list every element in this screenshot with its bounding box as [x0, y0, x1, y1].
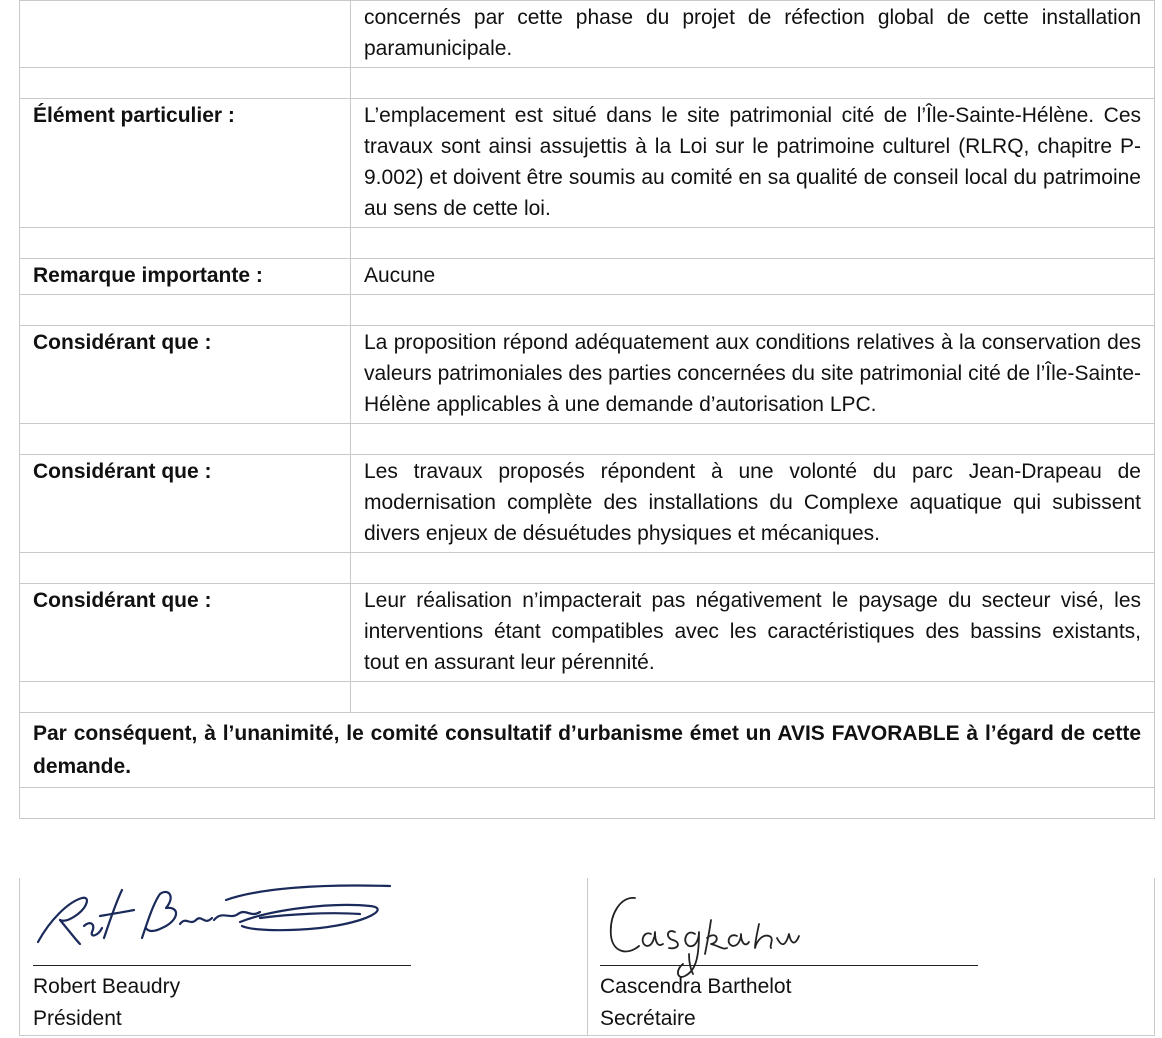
signatory-name: Robert Beaudry — [33, 975, 181, 998]
considerant-label: Considérant que : — [20, 584, 351, 682]
conclusion-row — [20, 713, 1155, 788]
spacer-row — [20, 68, 1155, 99]
table-row — [20, 455, 1155, 553]
remarque-text: Aucune — [351, 259, 1155, 295]
considerant-label: Considérant que : — [20, 455, 351, 553]
intro-text: concernés par cette phase du projet de réfection global de cette installation paramunicipale. — [351, 1, 1155, 68]
element-label: Élément particulier : — [20, 99, 351, 228]
remarque-label: Remarque importante : — [20, 259, 351, 295]
signature-cascendra-barthelot-icon — [599, 884, 819, 984]
signatory-name: Cascendra Barthelot — [600, 975, 792, 998]
table-row — [20, 326, 1155, 424]
signature-block-secretary — [587, 878, 1156, 1036]
signature-line — [33, 965, 411, 966]
spacer-row — [20, 424, 1155, 455]
signature-block-president — [20, 878, 588, 1036]
table-row — [20, 1, 1155, 68]
spacer-row — [20, 295, 1155, 326]
signatory-role: Secrétaire — [600, 1007, 696, 1030]
decision-table — [19, 0, 1155, 819]
signature-line — [600, 965, 978, 966]
signatory-role: Président — [33, 1007, 122, 1030]
table-row — [20, 259, 1155, 295]
conclusion-text: Par conséquent, à l’unanimité, le comité consultatif d’urbanisme émet un AVIS FAVORABLE à l’égard de cette demande. — [20, 713, 1155, 788]
signature-robert-beaudry-icon — [30, 880, 410, 960]
spacer-row — [20, 553, 1155, 584]
document-page — [19, 0, 1155, 1038]
considerant-text: Les travaux proposés répondent à une volonté du parc Jean-Drapeau de modernisation complète des installations du Complexe aquatique qui subissent divers enjeux de désuétudes physiques et mécaniques. — [351, 455, 1155, 553]
signature-area — [19, 878, 1155, 1036]
empty-label-cell — [20, 1, 351, 68]
considerant-text: Leur réalisation n’impacterait pas négativement le paysage du secteur visé, les interventions étant compatibles avec les caractéristiques des bassins existants, tout en assurant leur pérennité. — [351, 584, 1155, 682]
considerant-text: La proposition répond adéquatement aux conditions relatives à la conservation des valeurs patrimoniales des parties concernées du site patrimonial cité de l’Île-Sainte-Hélène applicables à une demande d’autorisation LPC. — [351, 326, 1155, 424]
considerant-label: Considérant que : — [20, 326, 351, 424]
element-text: L’emplacement est situé dans le site patrimonial cité de l’Île-Sainte-Hélène. Ces travaux sont ainsi assujettis à la Loi sur le patrimoine culturel (RLRQ, chapitre P-9.002) et doivent être soumis au comité en sa qualité de conseil local du patrimoine au sens de cette loi. — [351, 99, 1155, 228]
table-row — [20, 99, 1155, 228]
spacer-row — [20, 682, 1155, 713]
spacer-row — [20, 228, 1155, 259]
spacer-row — [20, 788, 1155, 819]
table-row — [20, 584, 1155, 682]
